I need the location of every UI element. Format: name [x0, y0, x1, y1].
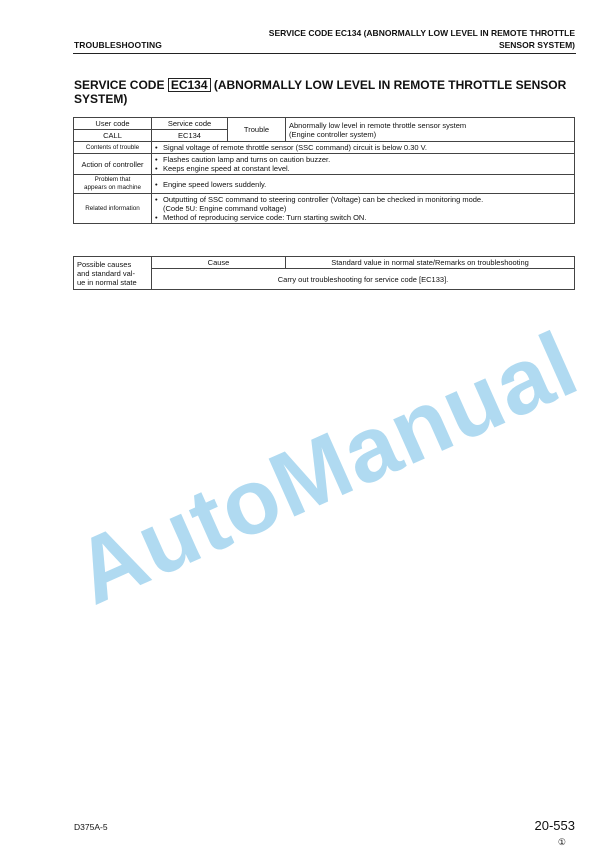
related-item: • Outputting of SSC command to steering controller (Voltage) can be checked in monitoring mode.	[155, 195, 571, 204]
trouble-line1: Abnormally low level in remote throttle sensor system	[289, 120, 467, 130]
table-row	[74, 154, 575, 175]
related-item-continuation: (Code 5U: Engine command voltage)	[163, 204, 287, 213]
standard-value-header: Standard value in normal state/Remarks on troubleshooting	[286, 257, 575, 269]
problem-value	[152, 175, 575, 194]
table-row	[74, 175, 575, 194]
contents-label: Contents of trouble	[74, 142, 152, 154]
problem-label-line1: Problem that	[94, 176, 131, 183]
service-code-info-table	[73, 117, 575, 224]
title-suffix: (ABNORMALLY LOW LEVEL IN REMOTE THROTTLE SENSOR SYSTEM)	[74, 78, 567, 106]
causes-label-line1: Possible causes	[77, 259, 132, 269]
table-row	[74, 257, 575, 269]
action-item: • Keeps engine speed at constant level.	[155, 164, 571, 173]
possible-causes-label	[74, 257, 152, 290]
running-title-line2: SENSOR SYSTEM)	[498, 40, 575, 50]
table-row	[74, 142, 575, 154]
model-number: D375A-5	[74, 822, 108, 832]
related-label: Related information	[74, 194, 152, 224]
running-title	[195, 27, 575, 51]
causes-label-line3: ue in normal state	[77, 277, 137, 287]
title-code-box: EC134	[168, 78, 211, 92]
header-divider	[73, 53, 576, 54]
user-code-value: CALL	[74, 130, 152, 142]
table-row	[74, 118, 575, 130]
action-value	[152, 154, 575, 175]
related-value	[152, 194, 575, 224]
problem-label-line2: appears on machine	[83, 184, 142, 191]
action-label: Action of controller	[74, 154, 152, 175]
related-item: • Method of reproducing service code: Turn starting switch ON.	[155, 213, 571, 222]
troubleshooting-note: Carry out troubleshooting for service code [EC133].	[152, 269, 575, 290]
service-code-value: EC134	[152, 130, 228, 142]
title-prefix: SERVICE CODE	[74, 78, 168, 92]
action-item: • Flashes caution lamp and turns on caution buzzer.	[155, 155, 571, 164]
table-row	[74, 194, 575, 224]
problem-text: • Engine speed lowers suddenly.	[155, 180, 571, 189]
contents-value	[152, 142, 575, 154]
problem-label	[74, 175, 152, 194]
section-header: TROUBLESHOOTING	[74, 40, 162, 50]
page-title	[74, 78, 574, 106]
service-code-header: Service code	[152, 118, 228, 130]
possible-causes-table	[73, 256, 575, 290]
trouble-description	[286, 118, 575, 142]
watermark: AutoManual	[60, 312, 592, 625]
running-title-line1: SERVICE CODE EC134 (ABNORMALLY LOW LEVEL IN REMOTE THROTTLE	[268, 28, 575, 38]
trouble-header: Trouble	[228, 118, 286, 142]
causes-label-line2: and standard val-	[77, 268, 135, 278]
contents-text: • Signal voltage of remote throttle sensor (SSC command) circuit is below 0.30 V.	[155, 143, 571, 152]
page-number: 20-553	[534, 818, 575, 833]
trouble-line2: (Engine controller system)	[289, 129, 377, 139]
revision-mark: ①	[557, 837, 566, 847]
user-code-header: User code	[74, 118, 152, 130]
cause-header: Cause	[152, 257, 286, 269]
